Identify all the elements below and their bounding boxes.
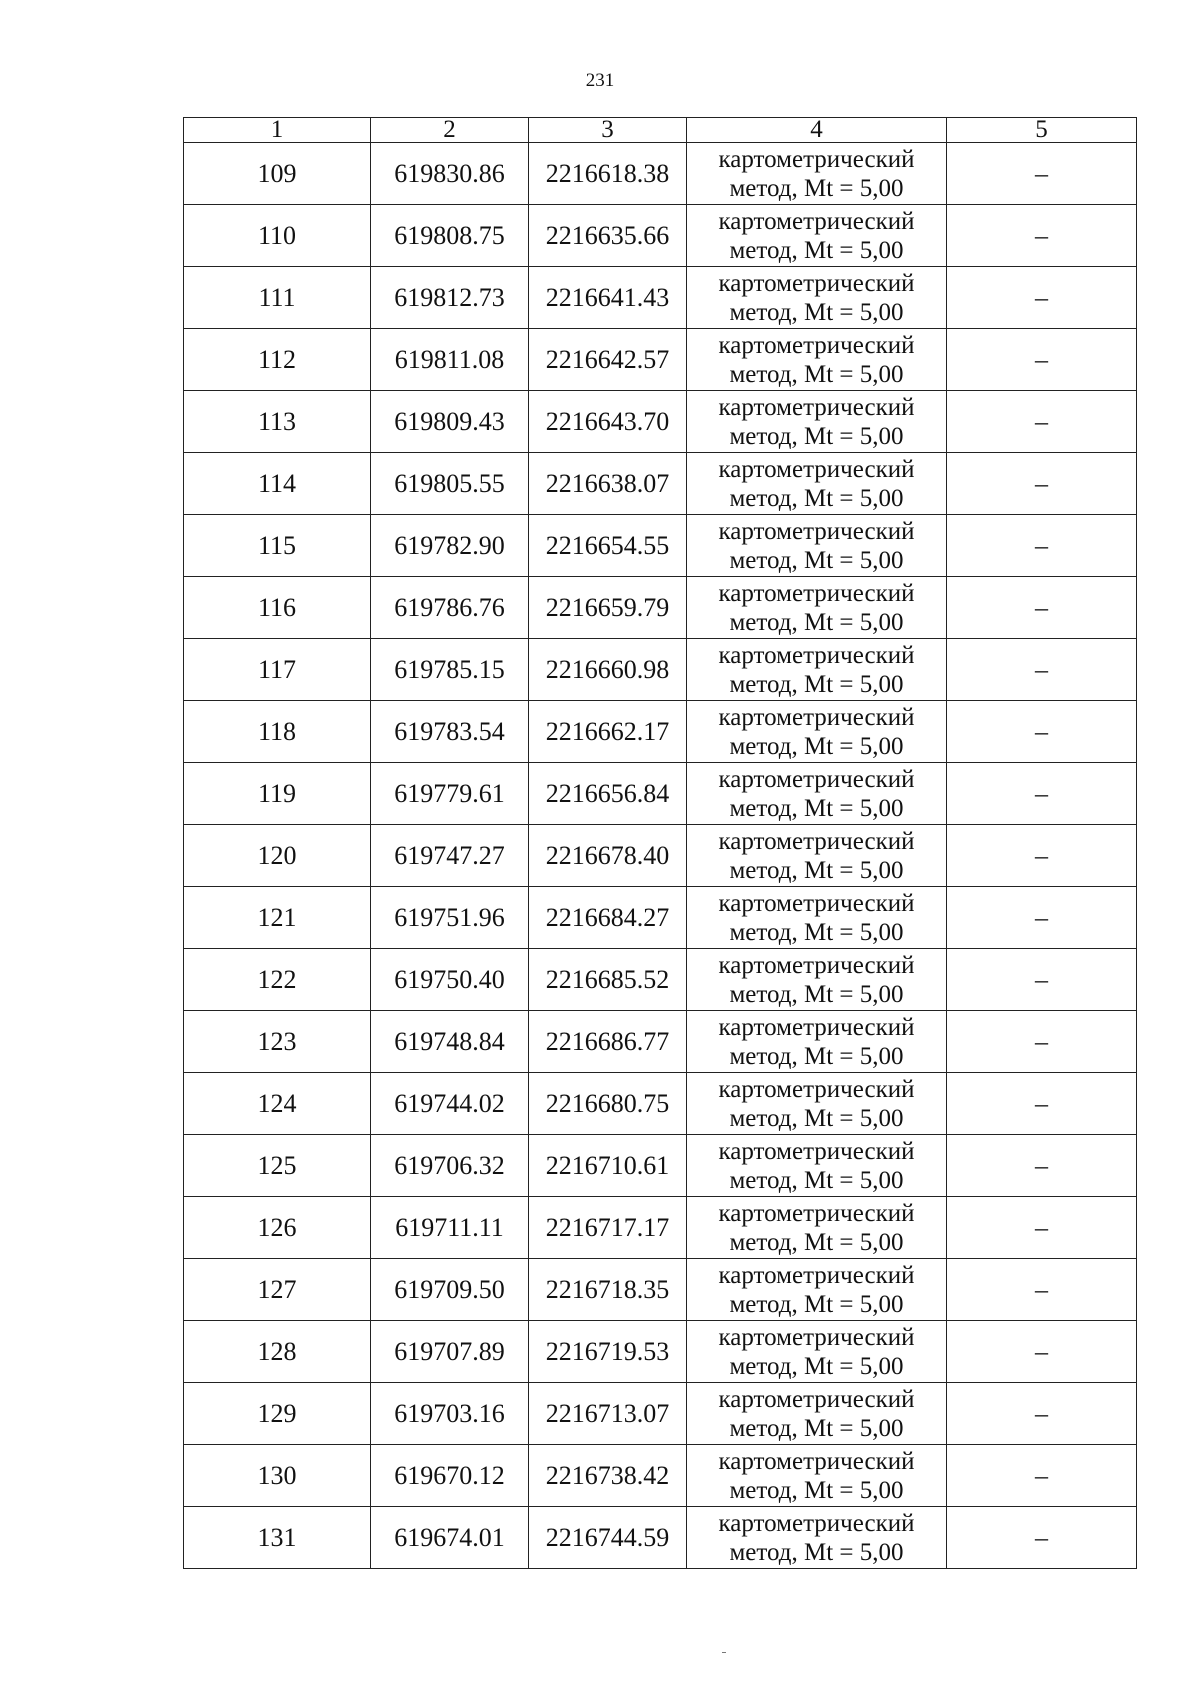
description-cell: – <box>947 701 1137 763</box>
table-row <box>184 1321 1137 1383</box>
method-cell <box>687 143 947 205</box>
table-row <box>184 267 1137 329</box>
description-cell: – <box>947 1259 1137 1321</box>
method-cell <box>687 1259 947 1321</box>
x-coordinate-cell: 619744.02 <box>371 1073 529 1135</box>
method-line-1: картометрический <box>718 331 915 359</box>
description-cell: – <box>947 1073 1137 1135</box>
header-col-2: 2 <box>371 118 529 143</box>
table-row <box>184 701 1137 763</box>
table-row <box>184 1445 1137 1507</box>
x-coordinate-cell: 619782.90 <box>371 515 529 577</box>
table-row <box>184 949 1137 1011</box>
method-line-2: метод, Mt = 5,00 <box>729 236 904 264</box>
x-coordinate-cell: 619783.54 <box>371 701 529 763</box>
description-cell: – <box>947 577 1137 639</box>
table-row <box>184 1259 1137 1321</box>
y-coordinate-cell: 2216618.38 <box>529 143 687 205</box>
x-coordinate-cell: 619747.27 <box>371 825 529 887</box>
method-cell <box>687 1135 947 1197</box>
method-line-1: картометрический <box>718 1199 915 1227</box>
point-number-cell: 128 <box>184 1321 371 1383</box>
x-coordinate-cell: 619707.89 <box>371 1321 529 1383</box>
x-coordinate-cell: 619805.55 <box>371 453 529 515</box>
description-cell: – <box>947 1383 1137 1445</box>
x-coordinate-cell: 619809.43 <box>371 391 529 453</box>
method-cell <box>687 453 947 515</box>
y-coordinate-cell: 2216718.35 <box>529 1259 687 1321</box>
y-coordinate-cell: 2216654.55 <box>529 515 687 577</box>
y-coordinate-cell: 2216686.77 <box>529 1011 687 1073</box>
point-number-cell: 120 <box>184 825 371 887</box>
description-cell: – <box>947 391 1137 453</box>
method-line-1: картометрический <box>718 393 915 421</box>
y-coordinate-cell: 2216738.42 <box>529 1445 687 1507</box>
method-line-1: картометрический <box>718 1509 915 1537</box>
method-line-2: метод, Mt = 5,00 <box>729 794 904 822</box>
method-cell <box>687 1197 947 1259</box>
method-cell <box>687 887 947 949</box>
method-cell <box>687 1073 947 1135</box>
table-row <box>184 1011 1137 1073</box>
description-cell: – <box>947 453 1137 515</box>
y-coordinate-cell: 2216660.98 <box>529 639 687 701</box>
point-number-cell: 117 <box>184 639 371 701</box>
x-coordinate-cell: 619670.12 <box>371 1445 529 1507</box>
method-line-1: картометрический <box>718 455 915 483</box>
point-number-cell: 121 <box>184 887 371 949</box>
table-body <box>184 143 1137 1569</box>
x-coordinate-cell: 619703.16 <box>371 1383 529 1445</box>
point-number-cell: 114 <box>184 453 371 515</box>
x-coordinate-cell: 619750.40 <box>371 949 529 1011</box>
table-row <box>184 887 1137 949</box>
method-cell <box>687 1445 947 1507</box>
method-line-1: картометрический <box>718 579 915 607</box>
method-line-1: картометрический <box>718 1385 915 1413</box>
method-line-2: метод, Mt = 5,00 <box>729 360 904 388</box>
table-row <box>184 1383 1137 1445</box>
description-cell: – <box>947 329 1137 391</box>
page-number: 231 <box>585 70 615 91</box>
method-line-2: метод, Mt = 5,00 <box>729 732 904 760</box>
table-header <box>184 118 1137 143</box>
y-coordinate-cell: 2216638.07 <box>529 453 687 515</box>
y-coordinate-cell: 2216659.79 <box>529 577 687 639</box>
description-cell: – <box>947 205 1137 267</box>
method-cell <box>687 391 947 453</box>
method-line-1: картометрический <box>718 703 915 731</box>
method-line-2: метод, Mt = 5,00 <box>729 1166 904 1194</box>
method-cell <box>687 515 947 577</box>
scan-artifact <box>722 1652 726 1653</box>
method-line-1: картометрический <box>718 1447 915 1475</box>
method-line-2: метод, Mt = 5,00 <box>729 174 904 202</box>
method-line-1: картометрический <box>718 765 915 793</box>
y-coordinate-cell: 2216685.52 <box>529 949 687 1011</box>
table-row <box>184 453 1137 515</box>
method-line-1: картометрический <box>718 889 915 917</box>
point-number-cell: 119 <box>184 763 371 825</box>
x-coordinate-cell: 619812.73 <box>371 267 529 329</box>
table-row <box>184 143 1137 205</box>
y-coordinate-cell: 2216719.53 <box>529 1321 687 1383</box>
description-cell: – <box>947 1135 1137 1197</box>
method-cell <box>687 577 947 639</box>
point-number-cell: 122 <box>184 949 371 1011</box>
table-row <box>184 1507 1137 1569</box>
description-cell: – <box>947 825 1137 887</box>
point-number-cell: 124 <box>184 1073 371 1135</box>
method-cell <box>687 825 947 887</box>
method-line-2: метод, Mt = 5,00 <box>729 1352 904 1380</box>
point-number-cell: 123 <box>184 1011 371 1073</box>
coordinates-table <box>183 117 1137 1569</box>
method-line-2: метод, Mt = 5,00 <box>729 980 904 1008</box>
description-cell: – <box>947 515 1137 577</box>
table-row <box>184 577 1137 639</box>
method-cell <box>687 329 947 391</box>
point-number-cell: 110 <box>184 205 371 267</box>
header-row <box>184 118 1137 143</box>
y-coordinate-cell: 2216635.66 <box>529 205 687 267</box>
x-coordinate-cell: 619711.11 <box>371 1197 529 1259</box>
point-number-cell: 129 <box>184 1383 371 1445</box>
x-coordinate-cell: 619808.75 <box>371 205 529 267</box>
y-coordinate-cell: 2216684.27 <box>529 887 687 949</box>
y-coordinate-cell: 2216656.84 <box>529 763 687 825</box>
method-line-2: метод, Mt = 5,00 <box>729 670 904 698</box>
method-cell <box>687 1507 947 1569</box>
table-row <box>184 1197 1137 1259</box>
x-coordinate-cell: 619779.61 <box>371 763 529 825</box>
point-number-cell: 131 <box>184 1507 371 1569</box>
table-row <box>184 763 1137 825</box>
y-coordinate-cell: 2216744.59 <box>529 1507 687 1569</box>
x-coordinate-cell: 619706.32 <box>371 1135 529 1197</box>
method-line-1: картометрический <box>718 1261 915 1289</box>
point-number-cell: 126 <box>184 1197 371 1259</box>
method-cell <box>687 949 947 1011</box>
x-coordinate-cell: 619748.84 <box>371 1011 529 1073</box>
y-coordinate-cell: 2216642.57 <box>529 329 687 391</box>
method-line-2: метод, Mt = 5,00 <box>729 918 904 946</box>
x-coordinate-cell: 619830.86 <box>371 143 529 205</box>
x-coordinate-cell: 619709.50 <box>371 1259 529 1321</box>
point-number-cell: 125 <box>184 1135 371 1197</box>
description-cell: – <box>947 267 1137 329</box>
method-line-2: метод, Mt = 5,00 <box>729 1414 904 1442</box>
x-coordinate-cell: 619811.08 <box>371 329 529 391</box>
header-col-1: 1 <box>184 118 371 143</box>
method-line-2: метод, Mt = 5,00 <box>729 1228 904 1256</box>
method-line-1: картометрический <box>718 1013 915 1041</box>
description-cell: – <box>947 887 1137 949</box>
method-line-2: метод, Mt = 5,00 <box>729 422 904 450</box>
table-row <box>184 515 1137 577</box>
description-cell: – <box>947 639 1137 701</box>
point-number-cell: 109 <box>184 143 371 205</box>
method-line-2: метод, Mt = 5,00 <box>729 1290 904 1318</box>
method-line-2: метод, Mt = 5,00 <box>729 546 904 574</box>
table-row <box>184 205 1137 267</box>
method-line-2: метод, Mt = 5,00 <box>729 484 904 512</box>
y-coordinate-cell: 2216717.17 <box>529 1197 687 1259</box>
method-cell <box>687 1383 947 1445</box>
method-line-2: метод, Mt = 5,00 <box>729 298 904 326</box>
description-cell: – <box>947 1507 1137 1569</box>
method-line-1: картометрический <box>718 1323 915 1351</box>
method-cell <box>687 701 947 763</box>
method-line-2: метод, Mt = 5,00 <box>729 1042 904 1070</box>
description-cell: – <box>947 949 1137 1011</box>
method-line-1: картометрический <box>718 269 915 297</box>
y-coordinate-cell: 2216680.75 <box>529 1073 687 1135</box>
method-line-2: метод, Mt = 5,00 <box>729 608 904 636</box>
method-line-1: картометрический <box>718 1137 915 1165</box>
description-cell: – <box>947 143 1137 205</box>
point-number-cell: 127 <box>184 1259 371 1321</box>
description-cell: – <box>947 1011 1137 1073</box>
table-row <box>184 391 1137 453</box>
x-coordinate-cell: 619785.15 <box>371 639 529 701</box>
method-line-1: картометрический <box>718 827 915 855</box>
method-line-2: метод, Mt = 5,00 <box>729 856 904 884</box>
description-cell: – <box>947 1197 1137 1259</box>
method-cell <box>687 1321 947 1383</box>
header-col-4: 4 <box>687 118 947 143</box>
point-number-cell: 115 <box>184 515 371 577</box>
point-number-cell: 118 <box>184 701 371 763</box>
method-cell <box>687 639 947 701</box>
method-cell <box>687 763 947 825</box>
y-coordinate-cell: 2216713.07 <box>529 1383 687 1445</box>
header-col-5: 5 <box>947 118 1137 143</box>
x-coordinate-cell: 619674.01 <box>371 1507 529 1569</box>
point-number-cell: 112 <box>184 329 371 391</box>
method-cell <box>687 1011 947 1073</box>
x-coordinate-cell: 619786.76 <box>371 577 529 639</box>
x-coordinate-cell: 619751.96 <box>371 887 529 949</box>
method-cell <box>687 205 947 267</box>
header-col-3: 3 <box>529 118 687 143</box>
y-coordinate-cell: 2216641.43 <box>529 267 687 329</box>
method-line-2: метод, Mt = 5,00 <box>729 1104 904 1132</box>
description-cell: – <box>947 763 1137 825</box>
table-row <box>184 1073 1137 1135</box>
description-cell: – <box>947 1321 1137 1383</box>
point-number-cell: 130 <box>184 1445 371 1507</box>
method-line-2: метод, Mt = 5,00 <box>729 1476 904 1504</box>
method-line-1: картометрический <box>718 145 915 173</box>
y-coordinate-cell: 2216710.61 <box>529 1135 687 1197</box>
point-number-cell: 116 <box>184 577 371 639</box>
point-number-cell: 113 <box>184 391 371 453</box>
method-line-1: картометрический <box>718 517 915 545</box>
y-coordinate-cell: 2216678.40 <box>529 825 687 887</box>
description-cell: – <box>947 1445 1137 1507</box>
y-coordinate-cell: 2216643.70 <box>529 391 687 453</box>
table-row <box>184 639 1137 701</box>
point-number-cell: 111 <box>184 267 371 329</box>
method-line-1: картометрический <box>718 1075 915 1103</box>
method-line-1: картометрический <box>718 951 915 979</box>
method-line-2: метод, Mt = 5,00 <box>729 1538 904 1566</box>
table-row <box>184 329 1137 391</box>
table-row <box>184 825 1137 887</box>
table-row <box>184 1135 1137 1197</box>
method-cell <box>687 267 947 329</box>
method-line-1: картометрический <box>718 207 915 235</box>
method-line-1: картометрический <box>718 641 915 669</box>
y-coordinate-cell: 2216662.17 <box>529 701 687 763</box>
